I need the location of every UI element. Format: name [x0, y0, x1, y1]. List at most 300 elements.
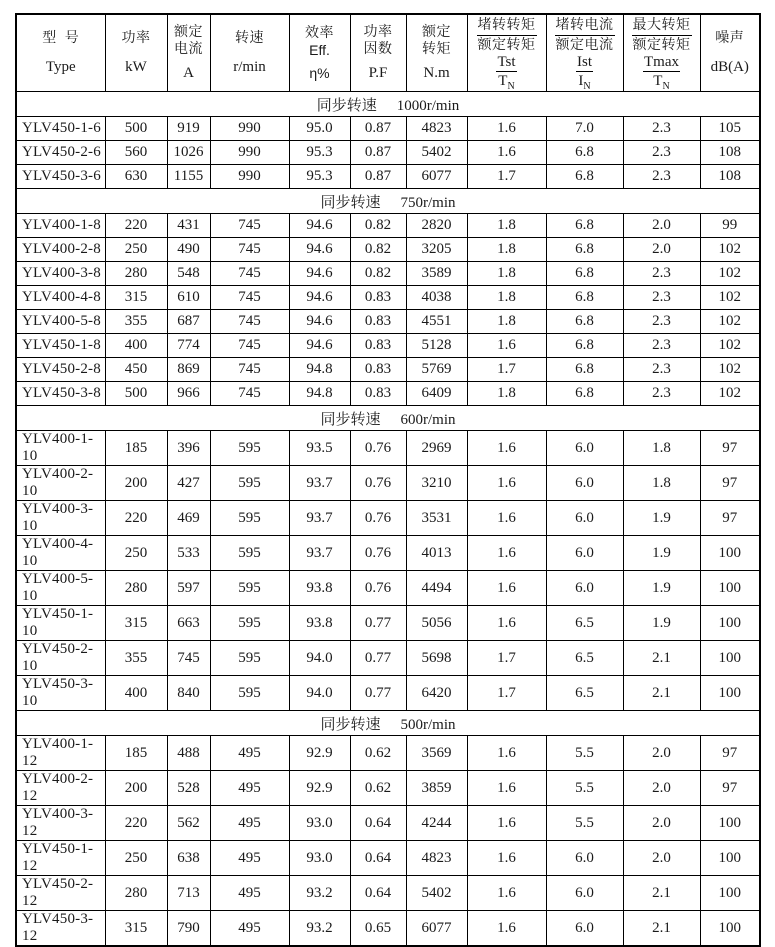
col-label-speed-zh: 转速	[235, 30, 264, 46]
value-cell: 495	[210, 806, 289, 841]
value-cell: 5402	[406, 876, 467, 911]
table-row	[16, 238, 760, 262]
value-cell: 6.8	[546, 286, 623, 310]
value-cell: 1.9	[623, 501, 700, 536]
value-cell: 400	[105, 334, 167, 358]
table-row	[16, 771, 760, 806]
table-row	[16, 911, 760, 947]
value-cell: 92.9	[289, 771, 350, 806]
value-cell: 0.83	[350, 334, 406, 358]
value-cell: 6.0	[546, 571, 623, 606]
value-cell: 5128	[406, 334, 467, 358]
value-cell: 630	[105, 165, 167, 189]
value-cell: 4494	[406, 571, 467, 606]
col-header-power	[105, 14, 167, 92]
value-cell: 562	[167, 806, 210, 841]
value-cell: 6.8	[546, 334, 623, 358]
value-cell: 2.0	[623, 238, 700, 262]
col-label-pf-en: P.F	[368, 65, 388, 81]
value-cell: 6.8	[546, 310, 623, 334]
value-cell: 108	[700, 165, 760, 189]
value-cell: 6.8	[546, 141, 623, 165]
value-cell: 93.2	[289, 911, 350, 947]
model-cell: YLV450-1-12	[16, 841, 105, 876]
model-cell: YLV400-5-10	[16, 571, 105, 606]
value-cell: 869	[167, 358, 210, 382]
value-cell: 6.0	[546, 431, 623, 466]
value-cell: 1.6	[467, 911, 546, 947]
table-row	[16, 141, 760, 165]
value-cell: 93.0	[289, 841, 350, 876]
value-cell: 495	[210, 911, 289, 947]
model-cell: YLV400-1-8	[16, 214, 105, 238]
section-row-1000r/min	[16, 92, 760, 117]
sync-speed-value: 600r/min	[400, 411, 456, 428]
value-cell: 97	[700, 431, 760, 466]
value-cell: 1.6	[467, 606, 546, 641]
value-cell: 687	[167, 310, 210, 334]
value-cell: 790	[167, 911, 210, 947]
value-cell: 6.0	[546, 841, 623, 876]
value-cell: 100	[700, 806, 760, 841]
value-cell: 0.62	[350, 771, 406, 806]
value-cell: 427	[167, 466, 210, 501]
value-cell: 6.8	[546, 382, 623, 406]
value-cell: 990	[210, 165, 289, 189]
value-cell: 1.8	[623, 431, 700, 466]
value-cell: 0.76	[350, 431, 406, 466]
model-cell: YLV400-2-10	[16, 466, 105, 501]
value-cell: 100	[700, 641, 760, 676]
value-cell: 745	[210, 310, 289, 334]
value-cell: 185	[105, 736, 167, 771]
value-cell: 100	[700, 571, 760, 606]
col-label-current-zh2: 电流	[174, 42, 203, 57]
value-cell: 1.8	[467, 262, 546, 286]
value-cell: 7.0	[546, 117, 623, 141]
value-cell: 280	[105, 876, 167, 911]
value-cell: 663	[167, 606, 210, 641]
model-cell: YLV400-3-10	[16, 501, 105, 536]
value-cell: 500	[105, 382, 167, 406]
table-row	[16, 382, 760, 406]
col-header-type	[16, 14, 105, 92]
col-label-eff-unit: η%	[309, 65, 330, 82]
value-cell: 100	[700, 876, 760, 911]
value-cell: 2.3	[623, 310, 700, 334]
value-cell: 105	[700, 117, 760, 141]
section-row-500r/min	[16, 711, 760, 736]
value-cell: 495	[210, 736, 289, 771]
model-cell: YLV450-2-12	[16, 876, 105, 911]
table-row	[16, 466, 760, 501]
value-cell: 4038	[406, 286, 467, 310]
value-cell: 2.0	[623, 214, 700, 238]
value-cell: 0.83	[350, 310, 406, 334]
value-cell: 1.8	[467, 382, 546, 406]
value-cell: 250	[105, 536, 167, 571]
value-cell: 0.64	[350, 806, 406, 841]
model-cell: YLV400-2-8	[16, 238, 105, 262]
value-cell: 431	[167, 214, 210, 238]
col-label-power-en: kW	[125, 59, 147, 76]
value-cell: 0.77	[350, 606, 406, 641]
value-cell: 1.6	[467, 876, 546, 911]
value-cell: 595	[210, 676, 289, 711]
tmax-symbol-fraction: $\frac{Tmax}{T_N}$	[644, 54, 679, 92]
value-cell: 94.0	[289, 676, 350, 711]
value-cell: 6.8	[546, 358, 623, 382]
value-cell: 990	[210, 141, 289, 165]
value-cell: 490	[167, 238, 210, 262]
section-row-600r/min	[16, 406, 760, 431]
model-cell: YLV450-3-6	[16, 165, 105, 189]
table-row	[16, 676, 760, 711]
ist-zh-fraction: $\frac{\text{堵转电流}}{\text{额定电流}}$	[555, 18, 614, 53]
model-cell: YLV450-2-6	[16, 141, 105, 165]
value-cell: 93.7	[289, 466, 350, 501]
value-cell: 595	[210, 641, 289, 676]
value-cell: 6.8	[546, 214, 623, 238]
value-cell: 1.6	[467, 501, 546, 536]
value-cell: 93.7	[289, 501, 350, 536]
value-cell: 1.6	[467, 334, 546, 358]
value-cell: 1.8	[467, 310, 546, 334]
value-cell: 6.8	[546, 238, 623, 262]
value-cell: 0.83	[350, 358, 406, 382]
value-cell: 840	[167, 676, 210, 711]
value-cell: 93.8	[289, 606, 350, 641]
value-cell: 745	[210, 382, 289, 406]
table-row	[16, 736, 760, 771]
value-cell: 94.6	[289, 286, 350, 310]
col-header-efficiency	[289, 14, 350, 92]
value-cell: 0.76	[350, 501, 406, 536]
value-cell: 1.7	[467, 358, 546, 382]
value-cell: 102	[700, 382, 760, 406]
value-cell: 315	[105, 606, 167, 641]
value-cell: 1.6	[467, 806, 546, 841]
value-cell: 94.6	[289, 214, 350, 238]
value-cell: 0.77	[350, 676, 406, 711]
value-cell: 355	[105, 310, 167, 334]
value-cell: 0.62	[350, 736, 406, 771]
value-cell: 5769	[406, 358, 467, 382]
value-cell: 100	[700, 536, 760, 571]
value-cell: 0.82	[350, 238, 406, 262]
value-cell: 966	[167, 382, 210, 406]
value-cell: 6.0	[546, 536, 623, 571]
value-cell: 95.3	[289, 165, 350, 189]
value-cell: 200	[105, 466, 167, 501]
value-cell: 0.65	[350, 911, 406, 947]
value-cell: 495	[210, 876, 289, 911]
value-cell: 2.3	[623, 334, 700, 358]
col-header-max-torque-ratio	[623, 14, 700, 92]
value-cell: 610	[167, 286, 210, 310]
col-label-type-zh: 型 号	[42, 30, 80, 46]
value-cell: 1.6	[467, 571, 546, 606]
value-cell: 102	[700, 286, 760, 310]
table-row	[16, 606, 760, 641]
value-cell: 1.6	[467, 736, 546, 771]
value-cell: 5402	[406, 141, 467, 165]
value-cell: 1155	[167, 165, 210, 189]
value-cell: 745	[167, 641, 210, 676]
value-cell: 450	[105, 358, 167, 382]
col-label-pf-zh2: 因数	[363, 42, 393, 57]
value-cell: 2.3	[623, 141, 700, 165]
col-header-rated-torque	[406, 14, 467, 92]
value-cell: 2.0	[623, 806, 700, 841]
value-cell: 0.76	[350, 571, 406, 606]
value-cell: 2.3	[623, 117, 700, 141]
value-cell: 95.0	[289, 117, 350, 141]
value-cell: 102	[700, 310, 760, 334]
tst-symbol-fraction: $\frac{\text{Tst}}{T_N}$	[497, 54, 516, 92]
value-cell: 355	[105, 641, 167, 676]
value-cell: 745	[210, 238, 289, 262]
model-cell: YLV450-1-6	[16, 117, 105, 141]
value-cell: 500	[105, 117, 167, 141]
value-cell: 1.6	[467, 117, 546, 141]
value-cell: 4013	[406, 536, 467, 571]
value-cell: 0.87	[350, 165, 406, 189]
value-cell: 94.8	[289, 382, 350, 406]
table-row	[16, 117, 760, 141]
value-cell: 400	[105, 676, 167, 711]
value-cell: 1.8	[467, 286, 546, 310]
model-cell: YLV400-4-8	[16, 286, 105, 310]
tmax-zh-fraction: $\frac{\text{最大转矩}}{\text{额定转矩}}$	[632, 18, 691, 53]
table-row	[16, 841, 760, 876]
value-cell: 315	[105, 286, 167, 310]
value-cell: 1.8	[467, 214, 546, 238]
table-header	[16, 14, 760, 92]
value-cell: 6420	[406, 676, 467, 711]
col-label-noise-zh: 噪声	[715, 30, 745, 46]
value-cell: 528	[167, 771, 210, 806]
value-cell: 93.5	[289, 431, 350, 466]
value-cell: 93.0	[289, 806, 350, 841]
value-cell: 94.6	[289, 238, 350, 262]
value-cell: 396	[167, 431, 210, 466]
value-cell: 745	[210, 262, 289, 286]
value-cell: 220	[105, 806, 167, 841]
value-cell: 2.3	[623, 262, 700, 286]
value-cell: 6.8	[546, 262, 623, 286]
value-cell: 220	[105, 501, 167, 536]
value-cell: 2.1	[623, 911, 700, 947]
value-cell: 0.83	[350, 382, 406, 406]
value-cell: 638	[167, 841, 210, 876]
value-cell: 595	[210, 536, 289, 571]
section-title	[16, 189, 760, 214]
value-cell: 250	[105, 841, 167, 876]
value-cell: 99	[700, 214, 760, 238]
value-cell: 1.7	[467, 641, 546, 676]
value-cell: 6.5	[546, 676, 623, 711]
model-cell: YLV450-3-10	[16, 676, 105, 711]
value-cell: 6.0	[546, 466, 623, 501]
value-cell: 495	[210, 771, 289, 806]
value-cell: 5.5	[546, 806, 623, 841]
value-cell: 3210	[406, 466, 467, 501]
col-label-current-zh1: 额定	[174, 25, 203, 40]
value-cell: 495	[210, 841, 289, 876]
sync-speed-label: 同步转速	[320, 411, 381, 428]
sync-speed-value: 500r/min	[400, 716, 456, 733]
col-header-locked-rotor-torque-ratio	[467, 14, 546, 92]
value-cell: 3859	[406, 771, 467, 806]
value-cell: 745	[210, 286, 289, 310]
value-cell: 548	[167, 262, 210, 286]
value-cell: 1.9	[623, 571, 700, 606]
value-cell: 1026	[167, 141, 210, 165]
model-cell: YLV450-2-8	[16, 358, 105, 382]
value-cell: 2.0	[623, 841, 700, 876]
value-cell: 6.5	[546, 641, 623, 676]
col-label-current-en: A	[183, 65, 194, 81]
value-cell: 3589	[406, 262, 467, 286]
section-title	[16, 711, 760, 736]
value-cell: 2.1	[623, 676, 700, 711]
col-label-noise-en: dB(A)	[710, 59, 749, 76]
table-row	[16, 310, 760, 334]
value-cell: 5056	[406, 606, 467, 641]
value-cell: 4823	[406, 117, 467, 141]
table-row	[16, 641, 760, 676]
value-cell: 1.6	[467, 141, 546, 165]
col-label-power-zh: 功率	[121, 30, 151, 46]
ist-symbol-fraction: $\frac{\text{Ist}}{I_N}$	[577, 54, 592, 92]
table-row	[16, 358, 760, 382]
value-cell: 990	[210, 117, 289, 141]
sync-speed-label: 同步转速	[320, 194, 381, 211]
value-cell: 1.6	[467, 771, 546, 806]
value-cell: 102	[700, 262, 760, 286]
sync-speed-label: 同步转速	[320, 716, 381, 733]
value-cell: 95.3	[289, 141, 350, 165]
value-cell: 93.7	[289, 536, 350, 571]
value-cell: 488	[167, 736, 210, 771]
value-cell: 0.87	[350, 141, 406, 165]
value-cell: 0.76	[350, 466, 406, 501]
value-cell: 2.3	[623, 358, 700, 382]
value-cell: 315	[105, 911, 167, 947]
value-cell: 100	[700, 676, 760, 711]
table-row	[16, 501, 760, 536]
col-header-power-factor	[350, 14, 406, 92]
value-cell: 93.2	[289, 876, 350, 911]
value-cell: 97	[700, 466, 760, 501]
model-cell: YLV400-1-10	[16, 431, 105, 466]
value-cell: 6409	[406, 382, 467, 406]
table-row	[16, 262, 760, 286]
model-cell: YLV450-2-10	[16, 641, 105, 676]
value-cell: 745	[210, 334, 289, 358]
value-cell: 0.83	[350, 286, 406, 310]
col-label-speed-en: r/min	[233, 59, 266, 76]
tst-zh-fraction: $\frac{\text{堵转转矩}}{\text{额定转矩}}$	[477, 18, 536, 53]
value-cell: 97	[700, 501, 760, 536]
model-cell: YLV450-3-12	[16, 911, 105, 947]
value-cell: 2.3	[623, 286, 700, 310]
value-cell: 2.0	[623, 771, 700, 806]
value-cell: 595	[210, 606, 289, 641]
value-cell: 1.6	[467, 466, 546, 501]
value-cell: 4823	[406, 841, 467, 876]
value-cell: 0.77	[350, 641, 406, 676]
value-cell: 1.6	[467, 536, 546, 571]
value-cell: 5698	[406, 641, 467, 676]
value-cell: 1.6	[467, 841, 546, 876]
table-row	[16, 806, 760, 841]
value-cell: 100	[700, 841, 760, 876]
value-cell: 6.5	[546, 606, 623, 641]
value-cell: 919	[167, 117, 210, 141]
value-cell: 102	[700, 358, 760, 382]
value-cell: 94.8	[289, 358, 350, 382]
model-cell: YLV450-1-10	[16, 606, 105, 641]
value-cell: 0.76	[350, 536, 406, 571]
value-cell: 2.3	[623, 165, 700, 189]
col-label-eff-latin: Eff.	[309, 41, 330, 58]
value-cell: 595	[210, 431, 289, 466]
value-cell: 280	[105, 571, 167, 606]
table-row	[16, 334, 760, 358]
value-cell: 0.82	[350, 262, 406, 286]
value-cell: 6.0	[546, 876, 623, 911]
value-cell: 185	[105, 431, 167, 466]
value-cell: 6077	[406, 911, 467, 947]
col-label-type-en: Type	[45, 59, 76, 76]
table-row	[16, 536, 760, 571]
value-cell: 102	[700, 334, 760, 358]
value-cell: 595	[210, 571, 289, 606]
section-title	[16, 406, 760, 431]
value-cell: 6.8	[546, 165, 623, 189]
col-label-torque-zh1: 额定	[422, 25, 451, 40]
sync-speed-value: 750r/min	[400, 194, 456, 211]
value-cell: 6.0	[546, 501, 623, 536]
value-cell: 2.0	[623, 736, 700, 771]
value-cell: 533	[167, 536, 210, 571]
value-cell: 4244	[406, 806, 467, 841]
value-cell: 745	[210, 214, 289, 238]
section-title	[16, 92, 760, 117]
value-cell: 469	[167, 501, 210, 536]
value-cell: 595	[210, 501, 289, 536]
model-cell: YLV400-3-8	[16, 262, 105, 286]
value-cell: 1.7	[467, 165, 546, 189]
value-cell: 94.6	[289, 310, 350, 334]
value-cell: 1.8	[623, 466, 700, 501]
value-cell: 713	[167, 876, 210, 911]
model-cell: YLV450-3-8	[16, 382, 105, 406]
value-cell: 94.0	[289, 641, 350, 676]
table-row	[16, 286, 760, 310]
model-cell: YLV450-1-8	[16, 334, 105, 358]
value-cell: 1.7	[467, 676, 546, 711]
value-cell: 94.6	[289, 334, 350, 358]
col-header-locked-rotor-current-ratio	[546, 14, 623, 92]
value-cell: 93.8	[289, 571, 350, 606]
value-cell: 100	[700, 911, 760, 947]
value-cell: 6077	[406, 165, 467, 189]
value-cell: 5.5	[546, 771, 623, 806]
value-cell: 100	[700, 606, 760, 641]
